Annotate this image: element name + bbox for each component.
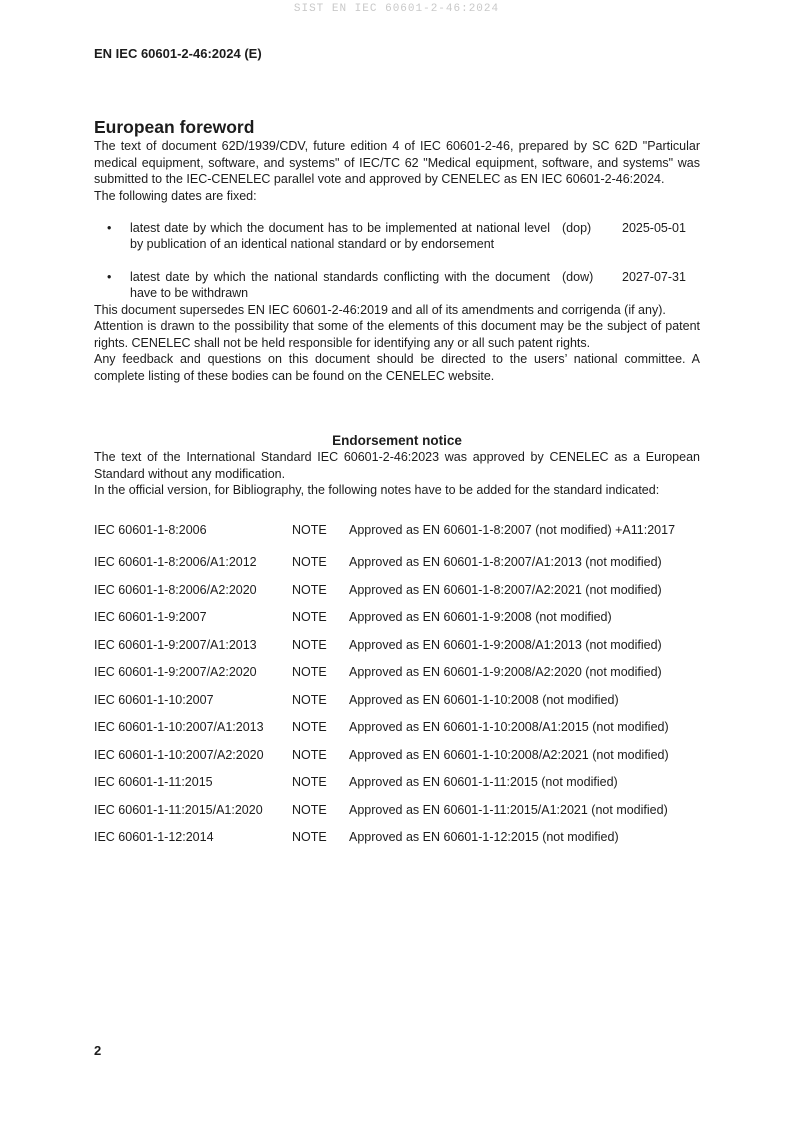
note-approval-text: Approved as EN 60601-1-11:2015 (not modified) <box>349 775 618 789</box>
fixed-date-item <box>94 220 700 253</box>
fixed-date-text: latest date by which the document has to be implemented at national level by publication of an identical national standard or by endorsement <box>130 220 550 251</box>
endorsement-heading: Endorsement notice <box>332 433 462 448</box>
note-approval-text: Approved as EN 60601-1-12:2015 (not modified) <box>349 830 619 844</box>
note-label: NOTE <box>292 665 327 679</box>
document-reference: EN IEC 60601-2-46:2024 (E) <box>94 46 262 61</box>
note-approval-text: Approved as EN 60601-1-10:2008/A2:2021 (not modified) <box>349 747 669 762</box>
bibliography-note-row <box>94 582 700 599</box>
note-standard-ref: IEC 60601-1-9:2007/A1:2013 <box>94 637 257 652</box>
page-content <box>94 46 700 846</box>
fixed-date-label: (dop) <box>562 220 592 235</box>
bibliography-note-row <box>94 774 700 791</box>
note-approval-text: Approved as EN 60601-1-8:2007/A2:2021 (not modified) <box>349 582 662 597</box>
note-label: NOTE <box>292 720 327 734</box>
note-label: NOTE <box>292 522 327 537</box>
note-label: NOTE <box>292 830 327 844</box>
note-standard-ref: IEC 60601-1-10:2007/A2:2020 <box>94 747 264 762</box>
note-approval-text: Approved as EN 60601-1-9:2008/A1:2013 (not modified) <box>349 637 662 652</box>
note-approval-text: Approved as EN 60601-1-8:2007/A1:2013 (not modified) <box>349 555 662 569</box>
bibliography-note-row <box>94 692 700 709</box>
bibliography-note-row <box>94 829 700 846</box>
bullet-icon: • <box>107 220 112 235</box>
endorsement-paragraph-2: In the official version, for Bibliography, the following notes have to be added for the standard indicated: <box>94 483 660 497</box>
foreword-paragraph-supersedes: This document supersedes EN IEC 60601-2-46:2019 and all of its amendments and corrigenda (if any). <box>94 302 666 317</box>
bullet-icon: • <box>107 269 112 284</box>
note-label: NOTE <box>292 802 327 817</box>
bibliography-note-row <box>94 664 700 681</box>
foreword-paragraph-feedback: Any feedback and questions on this document should be directed to the users’ national committee. A complete listing of these bodies can be found on the CENELEC website. <box>94 352 700 383</box>
fixed-date-label: (dow) <box>562 269 594 284</box>
fixed-date-item <box>94 269 700 302</box>
note-approval-text: Approved as EN 60601-1-8:2007 (not modified) +A11:2017 <box>349 522 676 537</box>
foreword-heading: European foreword <box>94 117 255 137</box>
bibliography-note-row <box>94 802 700 819</box>
bibliography-note-row <box>94 522 700 539</box>
note-standard-ref: IEC 60601-1-12:2014 <box>94 830 214 844</box>
fixed-date-value: 2025-05-01 <box>622 220 686 235</box>
note-standard-ref: IEC 60601-1-8:2006/A2:2020 <box>94 582 257 597</box>
page-number: 2 <box>94 1043 102 1058</box>
endorsement-paragraph-1: The text of the International Standard IEC 60601-2-46:2023 was approved by CENELEC as a European Standard without any modification. <box>94 450 700 481</box>
fixed-date-text: latest date by which the national standards conflicting with the document have to be withdrawn <box>130 269 550 300</box>
note-label: NOTE <box>292 747 327 762</box>
note-approval-text: Approved as EN 60601-1-11:2015/A1:2021 (not modified) <box>349 802 668 817</box>
note-standard-ref: IEC 60601-1-9:2007/A2:2020 <box>94 665 257 679</box>
note-label: NOTE <box>292 582 327 597</box>
bibliography-note-row <box>94 554 700 571</box>
foreword-paragraph-patent: Attention is drawn to the possibility that some of the elements of this document may be the subject of patent rights. CENELEC shall not be held responsible for identifying any or all such patent rights. <box>94 319 700 350</box>
bibliography-note-row <box>94 637 700 654</box>
note-label: NOTE <box>292 610 327 624</box>
fixed-date-value: 2027-07-31 <box>622 269 686 284</box>
note-standard-ref: IEC 60601-1-11:2015/A1:2020 <box>94 802 263 817</box>
note-label: NOTE <box>292 775 327 789</box>
note-label: NOTE <box>292 637 327 652</box>
note-approval-text: Approved as EN 60601-1-10:2008 (not modified) <box>349 692 619 707</box>
note-standard-ref: IEC 60601-1-10:2007 <box>94 692 214 707</box>
note-approval-text: Approved as EN 60601-1-9:2008 (not modified) <box>349 610 612 624</box>
note-approval-text: Approved as EN 60601-1-9:2008/A2:2020 (not modified) <box>349 665 662 679</box>
note-standard-ref: IEC 60601-1-10:2007/A1:2013 <box>94 720 264 734</box>
note-approval-text: Approved as EN 60601-1-10:2008/A1:2015 (not modified) <box>349 720 669 734</box>
watermark-text: SIST EN IEC 60601-2-46:2024 <box>293 3 500 15</box>
fixed-dates-list <box>94 220 700 302</box>
note-standard-ref: IEC 60601-1-9:2007 <box>94 610 207 624</box>
bibliography-notes-list <box>94 522 700 846</box>
bibliography-note-row <box>94 747 700 764</box>
note-standard-ref: IEC 60601-1-8:2006 <box>94 522 207 537</box>
note-label: NOTE <box>292 692 327 707</box>
bibliography-note-row <box>94 609 700 626</box>
bibliography-note-row <box>94 719 700 736</box>
dates-intro: The following dates are fixed: <box>94 188 257 203</box>
note-standard-ref: IEC 60601-1-11:2015 <box>94 775 213 789</box>
note-standard-ref: IEC 60601-1-8:2006/A1:2012 <box>94 555 257 569</box>
note-label: NOTE <box>292 555 327 569</box>
foreword-paragraph-1: The text of document 62D/1939/CDV, future edition 4 of IEC 60601-2-46, prepared by SC 62D "Particular medical equipment, software, and systems" of IEC/TC 62 "Medical equipment, software, and systems" was submitted to the IEC-CENELEC parallel vote and approved by CENELEC as EN IEC 60601-2-46:2024. <box>94 139 700 186</box>
